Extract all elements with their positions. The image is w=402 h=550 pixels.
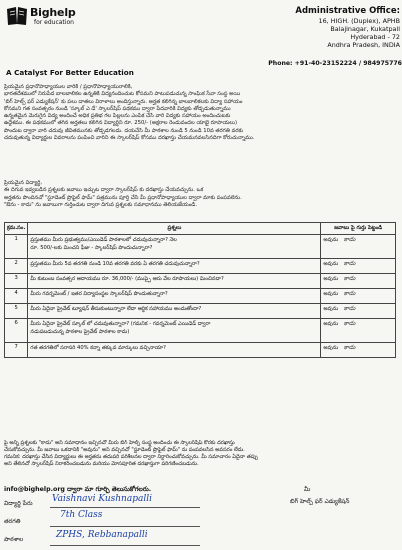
question-cell — [28, 235, 321, 259]
table-header-row — [5, 223, 396, 235]
address-line-1: 16, HIGH. (Duplex), APHB — [318, 17, 400, 25]
intro-line: కోసమని గత సంవత్సరం నుండి 'స్కూల్ ఎ డే' స్కాలర్‌షిప్ పథకము ద్వారా పేదవారికి విద్యకు తోడ్పడుతున్నాము — [4, 105, 231, 112]
table-row — [5, 304, 396, 319]
table-row — [5, 289, 396, 304]
brand-subtitle: for education — [34, 19, 74, 26]
table-row — [5, 319, 396, 343]
table-row — [5, 343, 396, 358]
question-text: గత తరగతిలో సరాసరి 40% కన్నా తక్కువ మార్కులు వచ్చినాయా? — [28, 343, 321, 358]
school-label: పాఠశాల — [4, 536, 24, 543]
closing-line: పై అన్ని ప్రశ్నలకు "కాదు" అని సమాధానం ఇచ్చినచో మీరు బిగ్ హెల్ప్ సంస్థ అందించు ఈ స్కాలర్‌షిప్ కొరకు దరఖాస్తు — [4, 440, 235, 446]
question-text: ప్రస్తుతము మీరు ప్రభుత్వము/ఎయిడెడ్ పాఠశాలలో చదువుచున్నారా? నెల — [30, 237, 177, 243]
intro-line: ఉన్నతమైన మెరుగైన విద్య అందించే అధిక ప్రతిభ గల పిల్లలను ఎంపిక చేసి వారి విద్యకు సహాయం అందించుటకు — [4, 113, 231, 120]
header-answer: జవాబు పై గుర్తు పెట్టండి — [321, 223, 396, 235]
answer-no[interactable]: కాదు — [343, 290, 356, 297]
question-text: మీరు గవర్నమెంట్ / ఇతర విద్యాసంస్థల స్కాలర్‌షిప్ పొందుతున్నారా? — [28, 289, 321, 304]
table-row — [5, 274, 396, 289]
row-number: 5 — [5, 304, 28, 319]
student-paragraph — [4, 180, 398, 209]
book-logo-icon — [6, 6, 28, 26]
intro-line: ఉద్దేశము. ఈ పథకములో తగిన అర్హతలు కలిగిన విద్యార్థిని రూ. 250/- (అక్షరాల రెండువందల యాభై రూపాయలు) — [4, 120, 238, 127]
answer-cell[interactable] — [321, 235, 396, 259]
student-name-value[interactable]: Vaishnavi Kushnapalli — [52, 494, 152, 504]
answer-no[interactable]: కాదు — [343, 320, 356, 327]
office-title: Administrative Office: — [295, 6, 400, 16]
answer-cell[interactable] — [321, 304, 396, 319]
office-address — [240, 6, 400, 49]
intro-line: భారతదేశములో నిరుపేద బాలబాలికల ఉన్నతికి విద్యనందించుట కోసమని పాటుపడుచున్న సాంఘిక సేవా సంస్థ అయి — [4, 91, 241, 98]
answer-yes[interactable]: అవును — [323, 345, 339, 351]
intro-line: చదువుతున్న విద్యార్థుల వివరాలను పంపించి వారిని ఈ స్కాలర్‌షిప్ కోసము దరఖాస్తు చేయమనవలసినదిగా కోరుచున్నాము. — [4, 135, 255, 142]
answer-no[interactable]: కాదు — [343, 275, 356, 282]
school-underline — [50, 545, 200, 546]
question-cell — [28, 319, 321, 343]
question-text-cont: రూ. 500/-లకు మించని ఫీజు - స్కాలర్‌షిప్ పొందుచున్నారా? — [30, 245, 153, 251]
row-number: 1 — [5, 235, 28, 259]
student-line: ఈ దిగువ ఇవ్వబడిన ప్రశ్నలకు జవాబు ఇచ్చుట ద్వారా స్కాలర్‌షిప్ కు దరఖాస్తు చేయవచ్చును. ఒక — [4, 187, 204, 194]
closing-line: అని తేలినచో స్కాలర్‌షిప్ నిరాకరించబడును మరియు మోసపూరిత దరఖాస్తుగా పరిగణించబడును. — [4, 461, 199, 467]
answer-cell[interactable] — [321, 289, 396, 304]
address-line-3: Hyderabad - 72 — [350, 33, 400, 41]
answer-cell[interactable] — [321, 343, 396, 358]
question-text: మీరు ఏదైనా ప్రైవేట్ ట్యూషన్ తీసుకుంటున్నారా లేదా ఆర్థిక సహాయము అందుతోందా? — [28, 304, 321, 319]
header-questions: ప్రశ్నలు — [28, 223, 321, 235]
answer-no[interactable]: కాదు — [343, 344, 356, 351]
intro-line: 'బిగ్ హెల్ప్ ఫర్ ఎడ్యుకేషన్' కు పలు దాతలు విరాళాలు అందిస్తున్నారు. అర్హత కలిగిన్న బాలబాలికలకు విద్యా సహాయం — [4, 98, 243, 105]
class-value[interactable]: 7th Class — [60, 510, 103, 520]
table-row — [5, 235, 396, 259]
answer-cell[interactable] — [321, 319, 396, 343]
answer-yes[interactable]: అవును — [323, 237, 339, 243]
question-text: మీరు ఏదైనా ప్రైవేట్ స్కూల్ లో చదువుతున్నారా? (గమనిక - గవర్నమెంట్ ఎయిడెడ్ ద్వారా — [30, 321, 211, 327]
sign-organization: బిగ్ హెల్ప్ ఫర్ ఎడ్యుకేషన్ — [290, 498, 350, 505]
answer-cell[interactable] — [321, 274, 396, 289]
answer-yes[interactable]: అవును — [323, 321, 339, 327]
tagline: A Catalyst For Better Education — [6, 68, 134, 77]
row-number: 7 — [5, 343, 28, 358]
contact-email[interactable]: info@bighelp.org ద్వారా మా గూర్చి తెలుసుకోగలరు. — [4, 486, 152, 493]
student-name-label: విద్యార్థి పేరు — [4, 500, 33, 507]
answer-cell[interactable] — [321, 259, 396, 274]
bighelp-logo — [6, 6, 126, 34]
closing-notes — [4, 440, 398, 468]
questions-table — [4, 222, 396, 358]
answer-no[interactable]: కాదు — [343, 260, 356, 267]
answer-yes[interactable]: అవును — [323, 276, 339, 282]
intro-salutation: ప్రియమైన ప్రధానోపాధ్యాయుల వారికి / ప్రధానోపాధ్యాయురాలికి, — [4, 84, 133, 90]
brand-name: Bighelp — [30, 6, 76, 19]
intro-line: పొందుట ద్వారా వారి చదువు జీవితమునకు తోడ్పడగలదు. దయచేసి మీ పాఠశాల నుండి 5 నుండి 10వ తరగతి వరకు — [4, 127, 244, 134]
row-number: 2 — [5, 259, 28, 274]
class-underline — [50, 526, 200, 527]
address-line-2: Balajinagar, Kukatpall — [330, 25, 400, 33]
question-text: మీ కుటుంబ సంవత్సర ఆదాయము రూ. 36,000/- (ముప్పై ఆరు వేల రూపాయలు) మించినదా? — [28, 274, 321, 289]
row-number: 3 — [5, 274, 28, 289]
row-number: 6 — [5, 319, 28, 343]
sign-from: మీ — [304, 486, 311, 493]
answer-yes[interactable]: అవును — [323, 291, 339, 297]
answer-no[interactable]: కాదు — [343, 305, 356, 312]
header-serial: క్రమ.సం. — [5, 223, 28, 235]
row-number: 4 — [5, 289, 28, 304]
name-underline — [50, 507, 200, 508]
question-text-cont: నడుపబడుచున్న పాఠశాల ప్రైవేట్ పాఠశాల కాదు) — [30, 329, 130, 335]
school-value[interactable]: ZPHS, Rebbanapalli — [56, 530, 148, 540]
question-text: ప్రస్తుతము మీరు 5వ తరగతి నుండి 10వ తరగతి వరకు ఏ తరగతి చదువుచున్నారా? — [28, 259, 321, 274]
table-row — [5, 259, 396, 274]
student-line: అర్హతను పొందినచో "స్టూడెంట్ ప్రొఫైల్ ఫామ్" పత్రమును పూర్తి చేసి మీ ప్రధానోపాధ్యాయుల ద్వారా మాకు పంపవలెను. — [4, 194, 242, 201]
office-phone: Phone: +91-40-23152224 / 984975776 — [268, 60, 402, 67]
address-line-4: Andhra Pradesh, INDIA — [327, 41, 400, 49]
answer-yes[interactable]: అవును — [323, 306, 339, 312]
answer-no[interactable]: కాదు — [343, 236, 356, 243]
answer-yes[interactable]: అవును — [323, 261, 339, 267]
closing-line: గమనిక: దరఖాస్తు చేసిన విద్యార్థులు ఈ అర్హతను తదుపరి పరిశీలనల ద్వారా నిర్ధారించుకోవచ్చును. మీ సమాచారం ఏదైనా తప్పు — [4, 454, 258, 460]
student-salutation: ప్రియమైన విద్యార్థి, — [4, 180, 43, 186]
class-label: తరగతి — [4, 518, 21, 525]
closing-line: చేసుకోవచ్చును. మీ జవాబు ఒకదానికి "అవును" అని వచ్చినచో "స్టూడెంట్ ప్రొఫైల్ ఫామ్" ను పంపవలసిన అవసరం లేదు. — [4, 447, 245, 453]
intro-paragraph — [4, 84, 398, 142]
student-line: "ఔను - కాదు" ను జవాబుగా గుర్తించుట ద్వారా దిగువ ప్రశ్నలకు సమాధానము తెలియజేయండి. — [4, 201, 198, 208]
